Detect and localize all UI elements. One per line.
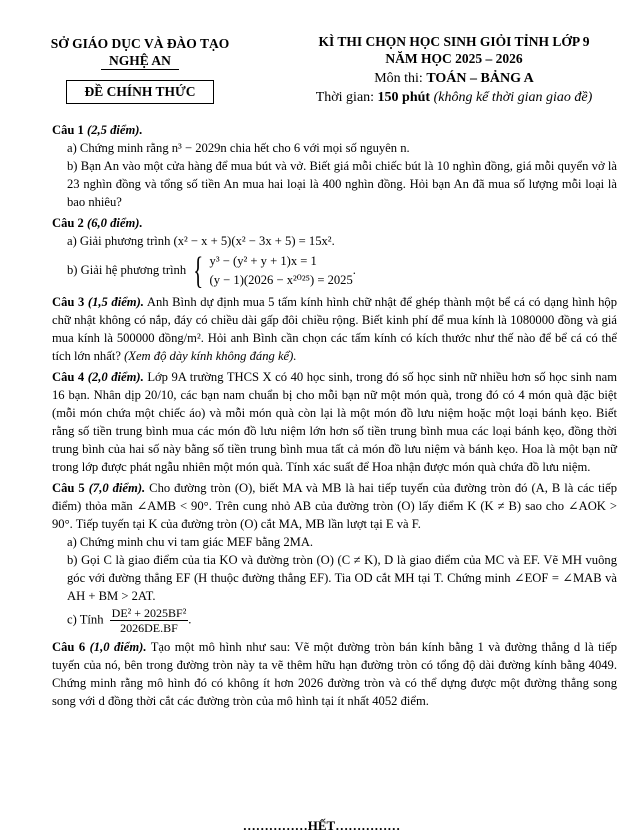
school-year: NĂM HỌC 2025 – 2026 (385, 51, 523, 66)
exam-title: KÌ THI CHỌN HỌC SINH GIỎI TỈNH LỚP 9 (318, 34, 590, 49)
subject: TOÁN – BẢNG A (426, 71, 534, 86)
system-equation-2: (y − 1)(2026 − x²⁰²⁵) = 2025 (209, 273, 353, 287)
department-header (40, 35, 240, 70)
question-1-heading: Câu 1 (2,5 điểm). (52, 123, 143, 137)
question-2a: a) Giải phương trình (x² − x + 5)(x² − 3x + 5) = 15x². (67, 234, 335, 248)
department-line-1: SỞ GIÁO DỤC VÀ ĐÀO TẠO (50, 36, 230, 51)
fraction-expression (110, 606, 189, 635)
time-note: (không kể thời gian giao đề) (433, 90, 593, 105)
question-2-heading: Câu 2 (6,0 điểm). (52, 216, 143, 230)
question-3: Câu 3 (1,5 điểm). Anh Bình dự định mua 5 tấm kính hình chữ nhật để ghép thành một bể cá có dạng hình hộp chữ nhật không có nắp, đáy có chiều dài gấp đôi chiều rộng. Biết kinh phí để mua kính là 1080000 đồng và giá mua kính là 500000 đồng/m². Hỏi anh Bình cần chọn các tấm kính có kích thước như thế nào để bể cá có thể tích lớn nhất? (Xem độ dày kính không đáng kể). (52, 295, 617, 363)
question-5b: b) Gọi C là giao điểm của tia KO và đường tròn (O) (C ≠ K), D là giao điểm của MC và EF. Vẽ MH vuông góc với đường thẳng EF (H thuộc đường thẳng EF). Tia OD cắt MH tại T. Chứng minh ∠EOF = ∠MAB và AH + BM > 2AT. (67, 553, 617, 603)
question-5a: a) Chứng minh chu vi tam giác MEF bằng 2MA. (67, 535, 314, 549)
question-2b: b) Giải hệ phương trình { y³ − (y² + y + 1)x = 1 (y − 1)(2026 − x²⁰²⁵) = 2025 . (67, 250, 356, 292)
fraction-numerator: DE² + 2025BF² (111, 606, 187, 620)
time-value: 150 phút (377, 90, 431, 105)
official-exam-badge: ĐỀ CHÍNH THỨC (66, 80, 214, 104)
exam-header (295, 33, 613, 107)
question-5-intro: Câu 5 (7,0 điểm). Cho đường tròn (O), biết MA và MB là hai tiếp tuyến của đường tròn đó (A, B là các tiếp điểm) thỏa mãn ∠AMB < 90°. Trên cung nhỏ AB của đường tròn (O) lấy điểm K (K ≠ B) sao cho ∠AOK > 90°. Tiếp tuyến tại K của đường tròn (O) cắt MA, MB lần lượt tại E và F. (52, 481, 618, 531)
end-marker: ……………HẾT…………… (242, 818, 401, 833)
exam-body (52, 118, 617, 710)
question-6: Câu 6 (1,0 điểm). Tạo một mô hình như sau: Vẽ một đường tròn bán kính bằng 1 và đường thẳng d là tiếp tuyến của nó, bên trong đường tròn này ta vẽ thêm hữu hạn đường tròn có tổng độ dài đường kính bằng 4049. Chứng minh rằng mô hình đó có không ít hơn 2026 đường tròn và có thể dựng được một đường thẳng song song với d đồng thời cắt các đường tròn của mô hình tại ít nhất 4052 điểm. (52, 640, 618, 708)
time-line: Thời gian: 150 phút (không kể thời gian giao đề) (315, 90, 593, 105)
equation-system: { y³ − (y² + y + 1)x = 1 (y − 1)(2026 − x²⁰²⁵) = 2025 (193, 250, 353, 292)
question-4: Câu 4 (2,0 điểm). Lớp 9A trường THCS X có 40 học sinh, trong đó số học sinh nữ nhiều hơn số học sinh nam 16 bạn. Nhân dịp 20/10, các bạn nam chuẩn bị cho mỗi bạn nữ một món quà, trong đó có 4 món quà đặc biệt (mỗi món chứa một chiếc áo) và mỗi món quà còn lại là một món đồ lưu niệm hoặc một loại bánh kẹo. Biết rằng số tiền trung bình mua các món đồ lưu niệm lớn hơn số tiền trung bình mua các loại bánh kẹo, đồng thời trung bình của hai số này bằng số tiền trung bình mua tất cả món đồ lưu niệm và bánh kẹo. Hoa là một bạn nữ trong lớp được phát ngẫu nhiên một món quà. Tính xác suất để Hoa nhận được món quà chứa đồ lưu niệm. (52, 370, 618, 474)
question-5c: c) Tính $\frac{\text{DE² + 2025BF²}}{2026DE.BF}$ . (67, 606, 192, 635)
subject-line: Môn thi: TOÁN – BẢNG A (374, 71, 534, 86)
question-1b: b) Bạn An vào một cửa hàng để mua bút và vở. Biết giá mỗi chiếc bút là 10 nghìn đồng, giá mỗi quyển vở là 23 nghìn đồng và tổng số tiền An mua hai loại là 400 nghìn đồng. Hỏi bạn An đã mua số lượng mỗi loại là bao nhiêu? (67, 159, 617, 209)
question-1a: a) Chứng minh rằng n³ − 2029n chia hết cho 6 với mọi số nguyên n. (67, 141, 410, 155)
system-equation-1: y³ − (y² + y + 1)x = 1 (209, 254, 317, 268)
department-line-2: NGHỆ AN (101, 52, 179, 70)
fraction-denominator: 2026DE.BF (120, 621, 178, 635)
